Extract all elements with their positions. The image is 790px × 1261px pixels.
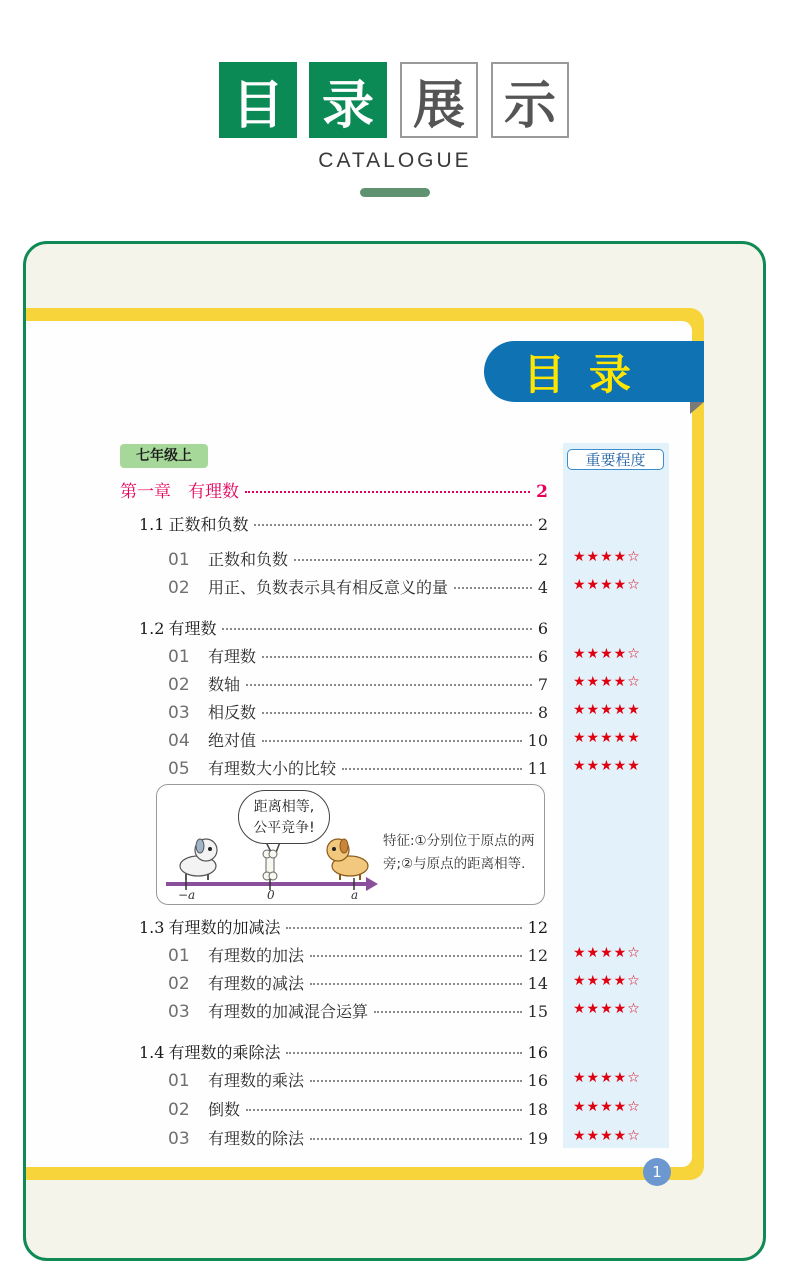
catalogue-subtitle: CATALOGUE xyxy=(318,149,472,172)
bubble-line-1: 距离相等, xyxy=(253,799,315,815)
importance-stars: ★★★★☆ xyxy=(573,1099,641,1115)
item-page: 6 xyxy=(537,647,548,666)
leader-dots xyxy=(245,491,530,493)
section-page: 16 xyxy=(527,1043,548,1062)
item-page: 18 xyxy=(527,1100,548,1119)
toc-item[interactable] xyxy=(168,644,548,668)
item-page: 15 xyxy=(527,1002,548,1021)
item-title: 绝对值 xyxy=(208,731,257,750)
axis-label-neg-a: −a xyxy=(178,888,196,902)
item-number: 03 xyxy=(168,1002,190,1022)
toc-item[interactable] xyxy=(168,1126,548,1150)
toc-item[interactable] xyxy=(168,756,548,780)
item-title: 有理数大小的比较 xyxy=(208,759,337,778)
white-dog-icon xyxy=(180,839,217,880)
item-page: 7 xyxy=(537,675,548,694)
item-page: 11 xyxy=(527,759,548,778)
item-number: 02 xyxy=(168,1100,190,1120)
section-row[interactable] xyxy=(139,512,548,536)
item-number: 05 xyxy=(168,759,190,779)
section-page: 2 xyxy=(537,515,548,534)
item-number: 02 xyxy=(168,675,190,695)
toc-item[interactable] xyxy=(168,999,548,1023)
item-number: 02 xyxy=(168,578,190,598)
toc-item[interactable] xyxy=(168,1068,548,1092)
item-page: 12 xyxy=(527,946,548,965)
speech-bubble xyxy=(238,790,330,844)
importance-stars: ★★★★☆ xyxy=(573,674,641,690)
leader-dots xyxy=(310,955,522,957)
item-number: 01 xyxy=(168,1071,190,1091)
item-title: 有理数 xyxy=(208,647,257,666)
chapter-page: 2 xyxy=(536,482,548,502)
toc-item[interactable] xyxy=(168,971,548,995)
leader-dots xyxy=(310,983,522,985)
section-row[interactable] xyxy=(139,1040,548,1064)
item-title: 有理数的除法 xyxy=(208,1129,305,1148)
item-title: 相反数 xyxy=(208,703,257,722)
section-title: 有理数 xyxy=(168,619,217,638)
section-page: 12 xyxy=(527,918,548,937)
leader-dots xyxy=(222,628,531,630)
toc-item[interactable] xyxy=(168,943,548,967)
importance-stars: ★★★★☆ xyxy=(573,549,641,565)
item-page: 10 xyxy=(527,731,548,750)
importance-stars: ★★★★☆ xyxy=(573,945,641,961)
title-char-1: 目 xyxy=(219,62,297,138)
section-number: 1.2 xyxy=(139,619,165,638)
item-title: 正数和负数 xyxy=(208,550,289,569)
axis-label-a: a xyxy=(351,888,359,902)
item-title: 有理数的加减混合运算 xyxy=(208,1002,369,1021)
leader-dots xyxy=(310,1080,522,1082)
item-number: 03 xyxy=(168,703,190,723)
section-number: 1.3 xyxy=(139,918,165,937)
importance-stars: ★★★★☆ xyxy=(573,1001,641,1017)
leader-dots xyxy=(262,656,532,658)
leader-dots xyxy=(286,1052,521,1054)
toc-item[interactable] xyxy=(168,547,548,571)
item-title: 数轴 xyxy=(208,675,241,694)
importance-stars: ★★★★☆ xyxy=(573,646,641,662)
importance-stars: ★★★★★ xyxy=(573,702,641,718)
item-page: 4 xyxy=(537,578,548,597)
catalogue-title xyxy=(219,62,569,138)
leader-dots xyxy=(294,559,532,561)
title-char-3: 展 xyxy=(400,62,478,138)
item-page: 19 xyxy=(527,1129,548,1148)
section-title: 正数和负数 xyxy=(168,515,249,534)
section-page: 6 xyxy=(537,619,548,638)
item-page: 2 xyxy=(537,550,548,569)
leader-dots xyxy=(310,1138,522,1140)
item-title: 倒数 xyxy=(208,1100,241,1119)
item-number: 01 xyxy=(168,550,190,570)
toc-item[interactable] xyxy=(168,1097,548,1121)
item-title: 有理数的减法 xyxy=(208,974,305,993)
item-number: 02 xyxy=(168,974,190,994)
item-title: 用正、负数表示具有相反意义的量 xyxy=(208,578,449,597)
item-title: 有理数的加法 xyxy=(208,946,305,965)
item-number: 01 xyxy=(168,647,190,667)
item-page: 16 xyxy=(527,1071,548,1090)
section-row[interactable] xyxy=(139,616,548,640)
section-row[interactable] xyxy=(139,915,548,939)
section-title: 有理数的乘除法 xyxy=(168,1043,281,1062)
toc-item[interactable] xyxy=(168,728,548,752)
bubble-line-2: 公平竞争! xyxy=(253,820,315,836)
item-page: 14 xyxy=(527,974,548,993)
banner-title: 目录 xyxy=(522,349,655,399)
section-title: 有理数的加减法 xyxy=(168,918,281,937)
importance-stars: ★★★★☆ xyxy=(573,577,641,593)
grade-tag: 七年级上 xyxy=(120,444,208,468)
importance-stars: ★★★★☆ xyxy=(573,1070,641,1086)
toc-item[interactable] xyxy=(168,700,548,724)
importance-stars: ★★★★☆ xyxy=(573,1128,641,1144)
leader-dots xyxy=(246,1109,522,1111)
title-char-2: 录 xyxy=(309,62,387,138)
toc-item[interactable] xyxy=(168,575,548,599)
subtitle-underline xyxy=(360,188,430,197)
leader-dots xyxy=(262,712,532,714)
page-number-badge: 1 xyxy=(643,1158,671,1186)
importance-stars: ★★★★★ xyxy=(573,758,641,774)
leader-dots xyxy=(246,684,532,686)
chapter-row[interactable] xyxy=(120,477,548,501)
banner-fold xyxy=(690,402,704,414)
leader-dots xyxy=(342,768,522,770)
toc-item[interactable] xyxy=(168,672,548,696)
item-number: 03 xyxy=(168,1129,190,1149)
bone-icon xyxy=(263,850,277,880)
item-number: 04 xyxy=(168,731,190,751)
item-number: 01 xyxy=(168,946,190,966)
feature-text: 特征:①分别位于原点的两旁;②与原点的距离相等. xyxy=(383,833,535,872)
importance-stars: ★★★★☆ xyxy=(573,973,641,989)
importance-stars: ★★★★★ xyxy=(573,730,641,746)
leader-dots xyxy=(374,1011,522,1013)
item-title: 有理数的乘法 xyxy=(208,1071,305,1090)
item-page: 8 xyxy=(537,703,548,722)
leader-dots xyxy=(286,927,521,929)
axis-label-origin: 0 xyxy=(267,888,275,902)
importance-label: 重要程度 xyxy=(567,449,664,470)
tan-dog-icon xyxy=(327,839,368,880)
chapter-title: 第一章 有理数 xyxy=(120,482,239,502)
title-char-4: 示 xyxy=(491,62,569,138)
leader-dots xyxy=(262,740,522,742)
section-number: 1.1 xyxy=(139,515,165,534)
leader-dots xyxy=(254,524,531,526)
section-number: 1.4 xyxy=(139,1043,165,1062)
leader-dots xyxy=(454,587,532,589)
